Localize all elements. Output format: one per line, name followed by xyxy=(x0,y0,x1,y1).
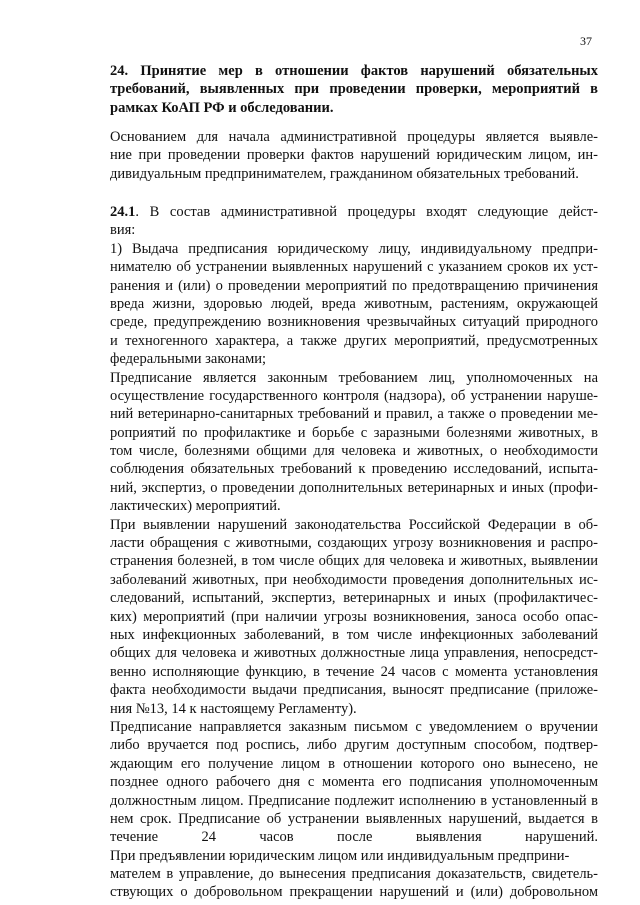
text-line: осуществление государственного контроля (надзора), об устранении наруше- xyxy=(110,387,598,404)
heading-line: 24. Принятие мер в отношении фактов нарушений обязательных xyxy=(110,63,598,79)
text-line: нимателю об устранении выявленных нарушений с указанием сроков их уст- xyxy=(110,259,598,276)
text-line: ранения и (или) о проведении мероприятий по предотвращению причинения xyxy=(110,277,598,294)
text-line: заболеваний животных, при необходимости проведения дополнительных ис- xyxy=(110,571,598,588)
text-line: ний ветеринарно-санитарных требований и правил, а также о проведении ме- xyxy=(110,406,598,423)
text-line: ния №13, 14 к настоящему Регламенту). xyxy=(110,700,357,717)
text-line: ний, экспертиз, о проведении дополнительных ветеринарных и иных (профи- xyxy=(110,479,598,496)
section-first-line xyxy=(110,203,598,221)
text-line: ких) мероприятий (при наличии угрозы возникновения, заноса особо опас- xyxy=(110,608,598,625)
text-line: вия: xyxy=(110,222,136,239)
text-line: среде, предупреждению возникновения чрезвычайных ситуаций природного xyxy=(110,314,598,331)
text-line: федеральными законами; xyxy=(110,351,267,368)
text-line: ных инфекционных заболеваний, в том числе инфекционных заболеваний xyxy=(110,626,598,643)
text-line: 1) Выдача предписания юридическому лицу, индивидуальному предпри- xyxy=(110,240,598,257)
text-line: лактических) мероприятий. xyxy=(110,498,281,515)
heading-line: рамках КоАП РФ и обследовании. xyxy=(110,99,334,116)
text-line: факта необходимости выдачи предписания, выносят предписание (приложе- xyxy=(110,682,598,699)
text-line: течение 24 часов после выявления нарушений. xyxy=(110,829,598,846)
text-line: При выявлении нарушений законодательства Российской Федерации в об- xyxy=(110,516,598,533)
text-line: соблюдения обязательных требований к проведению исследований, испыта- xyxy=(110,461,598,478)
text-line: Предписание является законным требованием лиц, уполномоченных на xyxy=(110,369,598,386)
text-line: мателем в управление, до вынесения предписания доказательств, свидетель- xyxy=(110,866,598,883)
heading-line: требований, выявленных при проведении проверки, мероприятий в xyxy=(110,81,598,98)
text-line: Предписание направляется заказным письмом с уведомлением о вручении xyxy=(110,718,598,735)
section-lines xyxy=(110,221,598,901)
text-line: дивидуальным предпринимателем, гражданином обязательных требований. xyxy=(110,165,579,182)
text-line: При предъявлении юридическим лицом или индивидуальным предприни- xyxy=(110,847,570,864)
section-first-line-text: . В состав административной процедуры входят следующие дейст- xyxy=(135,204,598,220)
section-body xyxy=(110,203,598,902)
text-line: ждающим его получение лицом в отношении которого оно вынесено, не xyxy=(110,755,598,772)
page-number: 37 xyxy=(580,34,592,48)
text-line: позднее одного рабочего дня с момента его подписания уполномоченным xyxy=(110,774,598,791)
text-line: должностным лицом. Предписание подлежит исполнению в установленный в xyxy=(110,792,598,809)
text-line: нем срок. Предписание об устранении выявленных нарушений, выдается в xyxy=(110,810,598,827)
intro-paragraph xyxy=(110,128,598,183)
text-line: роприятий по профилактике и борьбе с заразными болезнями животных, в xyxy=(110,424,598,441)
text-line: либо вручается под роспись, либо другим доступным способом, подтвер- xyxy=(110,737,598,754)
text-line: следований, испытаний, экспертиз, ветеринарных и иных (профилактичес- xyxy=(110,590,598,607)
section-number: 24.1 xyxy=(110,204,136,220)
text-line: Основанием для начала административной процедуры является выявле- xyxy=(110,129,598,145)
text-line: странения болезней, в том числе общих для человека и животных, выявлении xyxy=(110,553,598,570)
text-line: и техногенного характера, а также других мероприятий, предусмотренных xyxy=(110,332,598,349)
text-line: том числе, болезнями общими для человека и животных, о необходимости xyxy=(110,443,598,460)
section-heading xyxy=(110,62,598,117)
text-line: ствующих о добровольном прекращении нарушений и (или) добровольном xyxy=(110,884,598,901)
text-line: вреда жизни, здоровью людей, вреда животным, растениям, окружающей xyxy=(110,295,598,312)
text-line: ние при проведении проверки фактов нарушений юридическим лицом, ин- xyxy=(110,147,598,164)
text-line: ласти обращения с животными, создающих угрозу возникновения и распро- xyxy=(110,535,598,552)
text-line: венно исполняющие функцию, в течение 24 часов с момента установления xyxy=(110,663,598,680)
text-line: общих для человека и животных должностные лица управления, непосредст- xyxy=(110,645,598,662)
